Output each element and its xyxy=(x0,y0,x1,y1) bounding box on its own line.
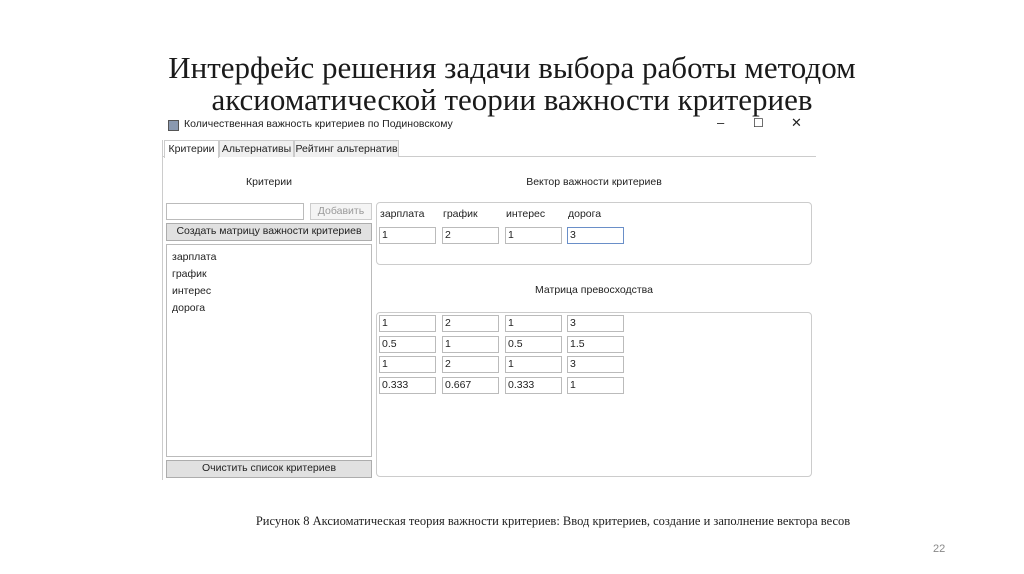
criterion-input[interactable] xyxy=(166,203,304,220)
matrix-cell[interactable]: 3 xyxy=(567,356,624,373)
criteria-list[interactable] xyxy=(166,244,372,457)
matrix-cell[interactable]: 0.667 xyxy=(442,377,499,394)
vector-input[interactable]: 3 xyxy=(567,227,624,244)
matrix-cell[interactable]: 0.5 xyxy=(505,336,562,353)
vector-heading: Вектор важности критериев xyxy=(526,176,662,188)
matrix-cell[interactable]: 1 xyxy=(442,336,499,353)
vector-label: интерес xyxy=(506,208,546,220)
tab-criteria[interactable]: Критерии xyxy=(164,140,219,158)
vector-input[interactable]: 1 xyxy=(505,227,562,244)
matrix-cell[interactable]: 1 xyxy=(505,315,562,332)
maximize-button[interactable]: ☐ xyxy=(753,116,764,130)
app-icon xyxy=(168,120,179,131)
vector-label: график xyxy=(443,208,478,220)
matrix-cell[interactable]: 0.333 xyxy=(379,377,436,394)
matrix-cell[interactable]: 3 xyxy=(567,315,624,332)
matrix-cell[interactable]: 2 xyxy=(442,315,499,332)
list-item[interactable]: зарплата xyxy=(172,251,217,263)
tab-alternatives[interactable]: Альтернативы xyxy=(219,140,294,157)
page-number: 22 xyxy=(933,543,946,555)
vector-label: дорога xyxy=(568,208,602,220)
matrix-cell[interactable]: 1 xyxy=(379,315,436,332)
matrix-cell[interactable]: 2 xyxy=(442,356,499,373)
close-button[interactable]: ✕ xyxy=(791,115,802,130)
window-title: Количественная важность критериев по Подиновскому xyxy=(184,118,453,130)
slide-title-line-1: Интерфейс решения задачи выбора работы методом xyxy=(168,50,856,85)
list-item[interactable]: график xyxy=(172,268,207,280)
add-button[interactable]: Добавить xyxy=(310,203,372,220)
vector-label: зарплата xyxy=(380,208,425,220)
vector-input[interactable]: 1 xyxy=(379,227,436,244)
matrix-cell[interactable]: 0.5 xyxy=(379,336,436,353)
matrix-cell[interactable]: 1 xyxy=(505,356,562,373)
minimize-button[interactable]: – xyxy=(717,115,725,130)
tab-rating[interactable]: Рейтинг альтернатив xyxy=(294,140,399,157)
matrix-cell[interactable]: 1 xyxy=(379,356,436,373)
vector-input[interactable]: 2 xyxy=(442,227,499,244)
list-item[interactable]: дорога xyxy=(172,302,206,314)
clear-list-button[interactable]: Очистить список критериев xyxy=(166,460,372,478)
create-matrix-button[interactable]: Создать матрицу важности критериев xyxy=(166,223,372,241)
criteria-heading: Критерии xyxy=(246,176,292,188)
slide-title-line-2: аксиоматической теории важности критериев xyxy=(211,82,813,117)
matrix-cell[interactable]: 1.5 xyxy=(567,336,624,353)
matrix-cell[interactable]: 1 xyxy=(567,377,624,394)
matrix-cell[interactable]: 0.333 xyxy=(505,377,562,394)
window-left-border xyxy=(162,140,163,480)
figure-caption: Рисунок 8 Аксиоматическая теория важности критериев: Ввод критериев, создание и заполнение вектора весов xyxy=(255,514,851,528)
matrix-heading: Матрица превосходства xyxy=(535,284,653,296)
list-item[interactable]: интерес xyxy=(172,285,212,297)
